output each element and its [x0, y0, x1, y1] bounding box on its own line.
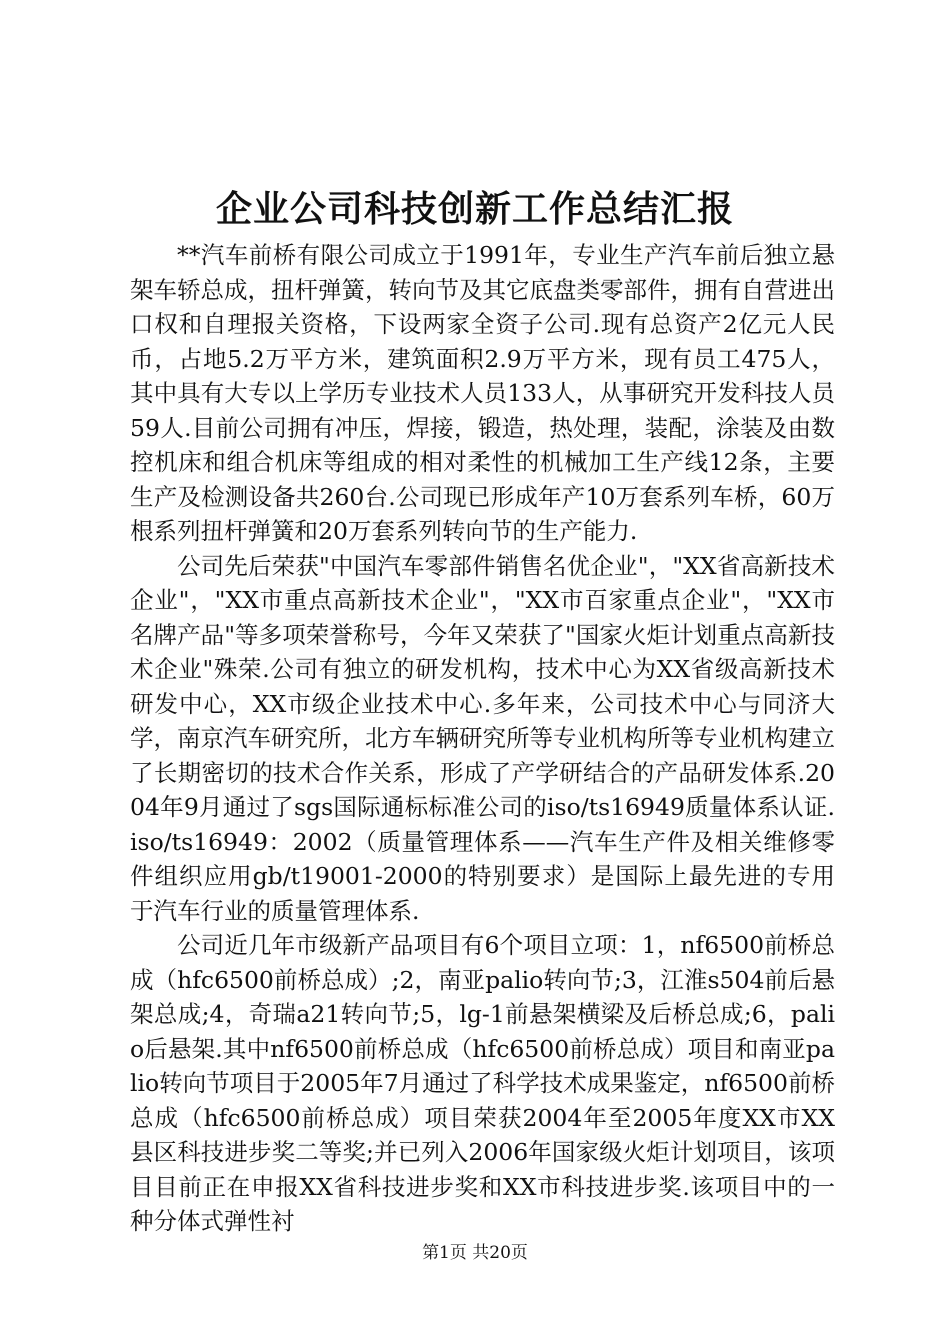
- paragraph: 公司近几年市级新产品项目有6个项目立项：1，nf6500前桥总成（hfc6500前桥总成）;2，南亚palio转向节;3，江淮s504前后悬架总成;4，奇瑞a21转向节;5，lg-1前悬架横梁及后桥总成;6，palio后悬架.其中nf6500前桥总成（hfc6500前桥总成）项目和南亚palio转向节项目于2005年7月通过了科学技术成果鉴定，nf6500前桥总成（hfc6500前桥总成）项目荣获2004年至2005年度XX市XX县区科技进步奖二等奖;并已列入2006年国家级火炬计划项目，该项目目前正在申报XX省科技进步奖和XX市科技进步奖.该项目中的一种分体式弹性衬: [130, 931, 835, 1235]
- page-number-footer: 第1页 共20页: [422, 1243, 528, 1263]
- document-body: [130, 238, 835, 1239]
- paragraph: **汽车前桥有限公司成立于1991年，专业生产汽车前后独立悬架车轿总成，扭杆弹簧，转向节及其它底盘类零部件，拥有自营进出口权和自理报关资格，下设两家全资子公司.现有总资产2亿元人民币，占地5.2万平方米，建筑面积2.9万平方米，现有员工475人，其中具有大专以上学历专业技术人员133人，从事研究开发科技人员59人.目前公司拥有冲压，焊接，锻造，热处理，装配，涂装及由数控机床和组合机床等组成的相对柔性的机械加工生产线12条，主要生产及检测设备共260台.公司现已形成年产10万套系列车桥，60万根系列扭杆弹簧和20万套系列转向节的生产能力.: [130, 241, 835, 545]
- document-title: 企业公司科技创新工作总结汇报: [215, 188, 734, 230]
- paragraph: 公司先后荣获"中国汽车零部件销售名优企业"，"XX省高新技术企业"，"XX市重点高新技术企业"，"XX市百家重点企业"，"XX市名牌产品"等多项荣誉称号，今年又荣获了"国家火炬计划重点高新技术企业"殊荣.公司有独立的研发机构，技术中心为XX省级高新技术研发中心，XX市级企业技术中心.多年来，公司技术中心与同济大学，南京汽车研究所，北方车辆研究所等专业机构所等专业机构建立了长期密切的技术合作关系，形成了产学研结合的产品研发体系.2004年9月通过了sgs国际通标标准公司的iso/ts16949质量体系认证.iso/ts16949：2002（质量管理体系——汽车生产件及相关维修零件组织应用gb/t19001-2000的特别要求）是国际上最先进的专用于汽车行业的质量管理体系.: [130, 551, 835, 925]
